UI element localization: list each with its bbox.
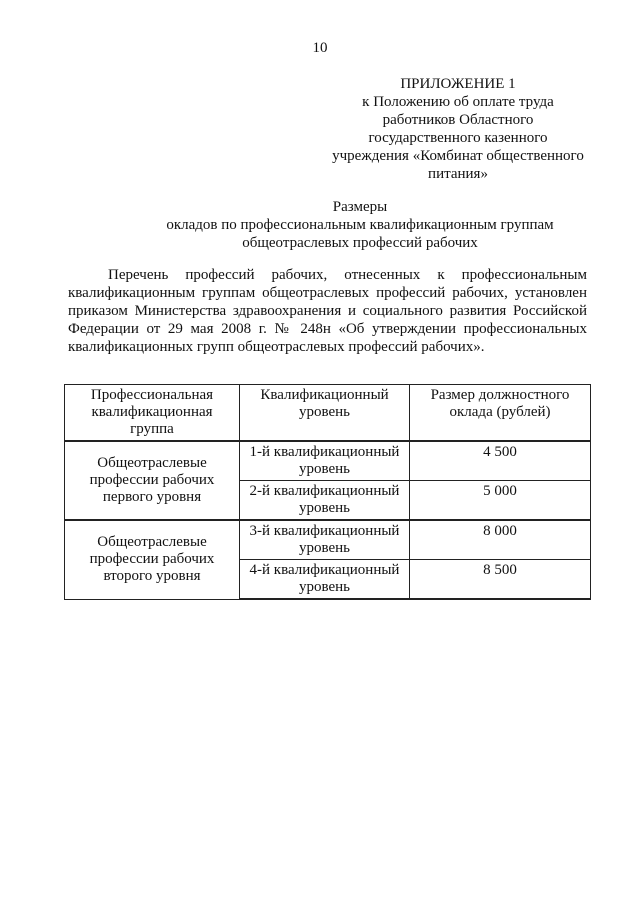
salary-cell: 5 000 <box>410 481 591 521</box>
appendix-line: работников Областного <box>382 112 534 128</box>
level-cell: 1-й квалификационный уровень <box>240 441 410 481</box>
header-salary: Размер должностного оклада (рублей) <box>410 385 591 442</box>
appendix-title: ПРИЛОЖЕНИЕ 1 <box>400 76 516 92</box>
appendix-line: к Положению об оплате труда <box>362 94 554 110</box>
group-name-cell: Общеотраслевые профессии рабочих первого уровня <box>65 441 240 520</box>
table-row <box>65 520 591 560</box>
title-line: общеотраслевых профессий рабочих <box>242 235 478 251</box>
level-cell: 3-й квалификационный уровень <box>240 520 410 560</box>
intro-text: Перечень профессий рабочих, отнесенных к профессиональным квалификационным группам общеотраслевых профессий рабочих, установлен приказом Министерства здравоохранения и социального развития Российской Федерации от 29 мая 2008 г. № 248н «Об утверждении профессиональных квалификационных групп общеотраслевых профессий рабочих». <box>68 267 587 355</box>
header-level: Квалификационный уровень <box>240 385 410 442</box>
intro-paragraph <box>68 266 587 356</box>
appendix-header <box>320 75 596 183</box>
page-number: 10 <box>312 40 328 56</box>
salary-cell: 4 500 <box>410 441 591 481</box>
table-row <box>65 441 591 481</box>
level-cell: 2-й квалификационный уровень <box>240 481 410 521</box>
group-name-cell: Общеотраслевые профессии рабочих второго уровня <box>65 520 240 599</box>
header-group: Профессиональная квалификационная группа <box>65 385 240 442</box>
title-line: Размеры <box>332 199 388 215</box>
table-header-row <box>65 385 591 442</box>
title-line: окладов по профессиональным квалификационным группам <box>166 217 554 233</box>
document-title <box>100 198 620 252</box>
salary-cell: 8 000 <box>410 520 591 560</box>
level-cell: 4-й квалификационный уровень <box>240 560 410 600</box>
appendix-line: учреждения «Комбинат общественного <box>332 148 584 164</box>
salary-cell: 8 500 <box>410 560 591 600</box>
salary-table <box>64 384 591 600</box>
appendix-line: государственного казенного <box>368 130 548 146</box>
appendix-line: питания» <box>428 166 488 182</box>
